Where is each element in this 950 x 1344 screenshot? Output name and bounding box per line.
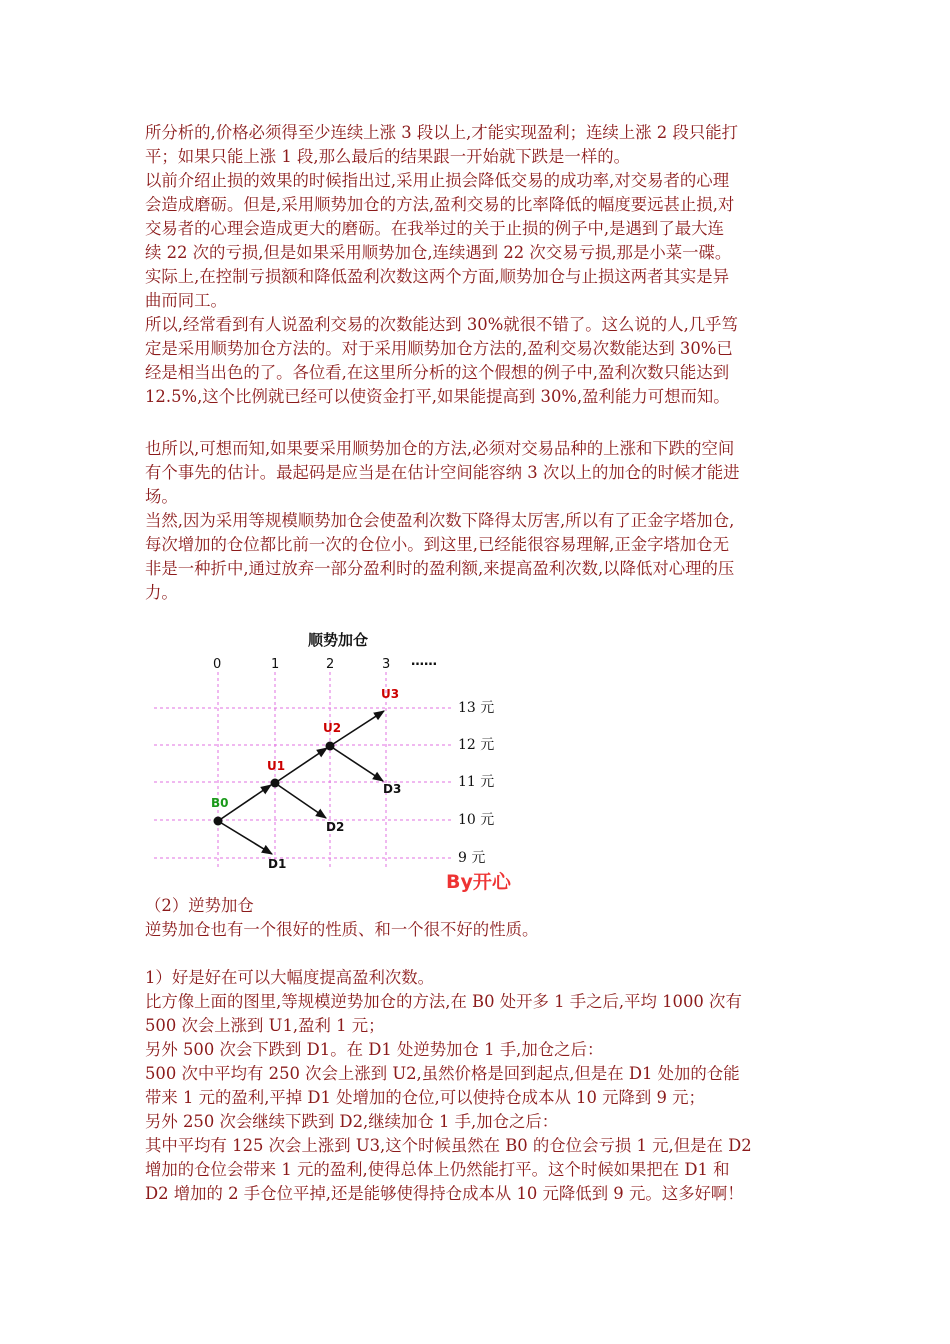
price-label: 9 元 xyxy=(458,850,486,866)
node-label-u2: U2 xyxy=(323,721,342,735)
text-line: 定是采用顺势加仓方法的。对于采用顺势加仓方法的,盈利交易次数能达到 30%已 xyxy=(145,339,733,358)
text-line: 实际上,在控制亏损额和降低盈利次数这两个方面,顺势加仓与止损这两者其实是异 xyxy=(145,267,730,286)
node-label-u1: U1 xyxy=(267,759,286,773)
text-line: 曲而同工。 xyxy=(145,291,227,310)
text-line: 另外 250 次会继续下跌到 D2,继续加仓 1 手,加仓之后： xyxy=(145,1112,559,1131)
diagram-watermark: By开心 xyxy=(446,871,511,893)
paragraph-block-middle xyxy=(145,437,815,605)
text-line: 经是相当出色的了。各位看,在这里所分析的这个假想的例子中,盈利次数只能达到 xyxy=(145,363,730,382)
step-label: 2 xyxy=(326,657,335,672)
text-line: 平；如果只能上涨 1 段,那么最后的结果跟一开始就下跌是一样的。 xyxy=(145,147,630,166)
node-label-b0: B0 xyxy=(211,796,229,810)
text-line: 每次增加的仓位都比前一次的仓位小。到这里,已经能很容易理解,正金字塔加仓无 xyxy=(145,535,730,554)
step-label: 1 xyxy=(271,657,280,672)
pyramiding-diagram xyxy=(146,622,534,894)
blank-line xyxy=(145,942,815,966)
text-line: 500 次中平均有 250 次会上涨到 U2,虽然价格是回到起点,但是在 D1 处加的仓能 xyxy=(145,1064,740,1083)
text-line: 其中平均有 125 次会上涨到 U3,这个时候虽然在 B0 的仓位会亏损 1 元,但是在 D2 xyxy=(145,1136,752,1155)
step-label: 0 xyxy=(213,657,222,672)
text-line: 1）好是好在可以大幅度提高盈利次数。 xyxy=(145,968,435,987)
text-line: D2 增加的 2 手仓位平掉,还是能够使得持仓成本从 10 元降低到 9 元。这多好啊！ xyxy=(145,1184,744,1203)
paragraph-block-top xyxy=(145,121,815,409)
node-label-u3: U3 xyxy=(381,687,400,701)
price-label: 11 元 xyxy=(458,774,495,790)
text-line: 500 次会上涨到 U1,盈利 1 元； xyxy=(145,1016,385,1035)
price-label: 10 元 xyxy=(458,812,495,828)
node-label-d3: D3 xyxy=(383,782,402,796)
text-line: 会造成磨砺。但是,采用顺势加仓的方法,盈利交易的比率降低的幅度要远甚止损,对 xyxy=(145,195,735,214)
section-heading: （2）逆势加仓 xyxy=(145,896,254,915)
text-line: 力。 xyxy=(145,583,178,602)
diagram-title: 顺势加仓 xyxy=(308,631,369,649)
diagram-svg xyxy=(146,622,534,894)
text-line: 交易者的心理会造成更大的磨砺。在我举过的关于止损的例子中,是遇到了最大连 xyxy=(145,219,724,238)
text-line: 12.5%,这个比例就已经可以使资金打平,如果能提高到 30%,盈利能力可想而知。 xyxy=(145,387,730,406)
price-label: 12 元 xyxy=(458,737,495,753)
text-line: 带来 1 元的盈利,平掉 D1 处增加的仓位,可以使持仓成本从 10 元降到 9 元； xyxy=(145,1088,705,1107)
text-line: 非是一种折中,通过放弃一部分盈利时的盈利额,来提高盈利次数,以降低对心理的压 xyxy=(145,559,735,578)
text-line: 逆势加仓也有一个很好的性质、和一个很不好的性质。 xyxy=(145,920,539,939)
price-label: 13 元 xyxy=(458,700,495,716)
text-line: 比方像上面的图里,等规模逆势加仓的方法,在 B0 处开多 1 手之后,平均 1000 次有 xyxy=(145,992,742,1011)
text-line: 有个事先的估计。最起码是应当是在估计空间能容纳 3 次以上的加仓的时候才能进 xyxy=(145,463,740,482)
text-line: 当然,因为采用等规模顺势加仓会使盈利次数下降得太厉害,所以有了正金字塔加仓, xyxy=(145,511,735,530)
step-label: 3 xyxy=(382,657,391,672)
step-label-ellipsis: …… xyxy=(411,654,437,669)
node-label-d1: D1 xyxy=(268,857,287,871)
text-line: 场。 xyxy=(145,487,178,506)
text-line: 另外 500 次会下跌到 D1。在 D1 处逆势加仓 1 手,加仓之后： xyxy=(145,1040,604,1059)
paragraph-block-bottom xyxy=(145,894,815,1206)
text-line: 增加的仓位会带来 1 元的盈利,使得总体上仍然能打平。这个时候如果把在 D1 和 xyxy=(145,1160,730,1179)
text-line: 所分析的,价格必须得至少连续上涨 3 段以上,才能实现盈利；连续上涨 2 段只能打 xyxy=(145,123,739,142)
text-line: 以前介绍止损的效果的时候指出过,采用止损会降低交易的成功率,对交易者的心理 xyxy=(145,171,730,190)
node-label-d2: D2 xyxy=(326,820,345,834)
text-line: 续 22 次的亏损,但是如果采用顺势加仓,连续遇到 22 次交易亏损,那是小菜一碟。 xyxy=(145,243,732,262)
node-b0-dot xyxy=(214,817,223,826)
text-line: 也所以,可想而知,如果要采用顺势加仓的方法,必须对交易品种的上涨和下跌的空间 xyxy=(145,439,735,458)
node-u1-dot xyxy=(271,779,280,788)
node-u2-dot xyxy=(326,742,335,751)
text-line: 所以,经常看到有人说盈利交易的次数能达到 30%就很不错了。这么说的人,几乎笃 xyxy=(145,315,738,334)
